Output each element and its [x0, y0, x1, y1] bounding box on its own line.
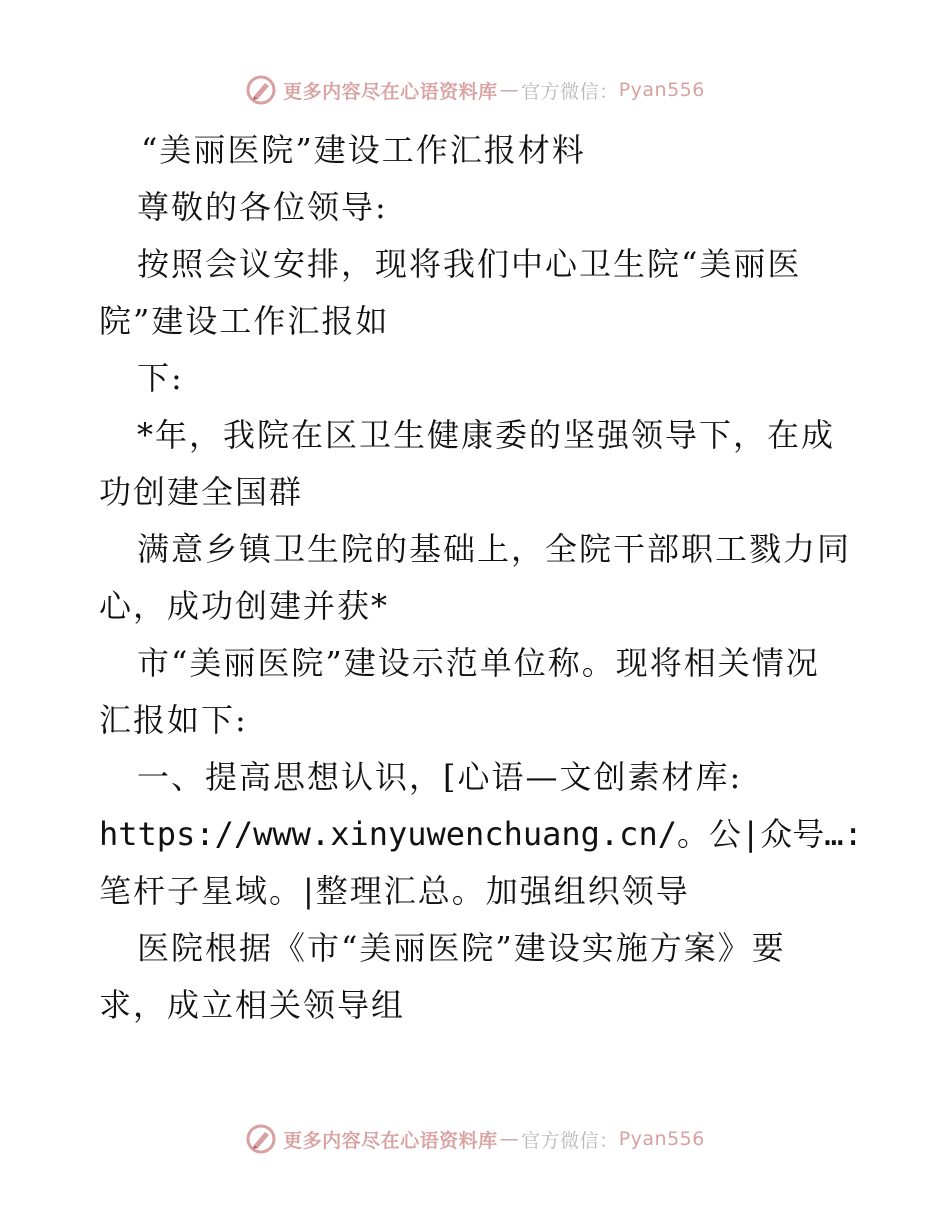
paragraph-line: 医院根据《市“美丽医院”建设实施方案》要	[137, 929, 786, 967]
watermark-dash: —	[499, 1128, 520, 1150]
document-body	[99, 122, 863, 1034]
pen-logo-icon	[245, 74, 277, 106]
watermark-id: Pyan556	[618, 79, 705, 101]
pen-logo-icon	[245, 1123, 277, 1155]
paragraph-line: 满意乡镇卫生院的基础上，全院干部职工戮力同	[137, 530, 852, 568]
section-heading: 一、提高思想认识，[心语—文创素材库:	[137, 758, 743, 796]
paragraph-line: 功创建全国群	[99, 473, 304, 511]
paragraph-line: 求，成立相关领导组	[99, 986, 406, 1024]
watermark-id: Pyan556	[618, 1128, 705, 1150]
paragraph-line: 院”建设工作汇报如	[99, 302, 390, 340]
watermark-sub-text: 官方微信：	[521, 80, 619, 103]
watermark-sub-text: 官方微信：	[521, 1129, 619, 1152]
watermark-main-text: 更多内容尽在心语资料库	[283, 80, 498, 103]
salutation: 尊敬的各位领导:	[137, 188, 388, 226]
paragraph-line: 汇报如下:	[99, 701, 248, 739]
document-title: “美丽医院”建设工作汇报材料	[141, 131, 586, 169]
paragraph-line: 心，成功创建并获*	[99, 587, 390, 625]
paragraph-line: 下:	[137, 359, 184, 397]
watermark-dash: —	[499, 79, 520, 101]
paragraph-line: 笔杆子星域。|整理汇总。加强组织领导	[99, 872, 690, 910]
paragraph-line: 市“美丽医院”建设示范单位称。现将相关情况	[137, 644, 820, 682]
watermark-main-text: 更多内容尽在心语资料库	[283, 1129, 498, 1152]
url-line: https://www.xinyuwenchuang.cn/。公|众号…:	[99, 815, 863, 853]
paragraph-line: *年，我院在区卫生健康委的坚强领导下，在成	[137, 416, 836, 454]
paragraph-line: 按照会议安排，现将我们中心卫生院“美丽医	[137, 245, 802, 283]
header-watermark	[0, 70, 950, 110]
footer-watermark	[0, 1119, 950, 1159]
